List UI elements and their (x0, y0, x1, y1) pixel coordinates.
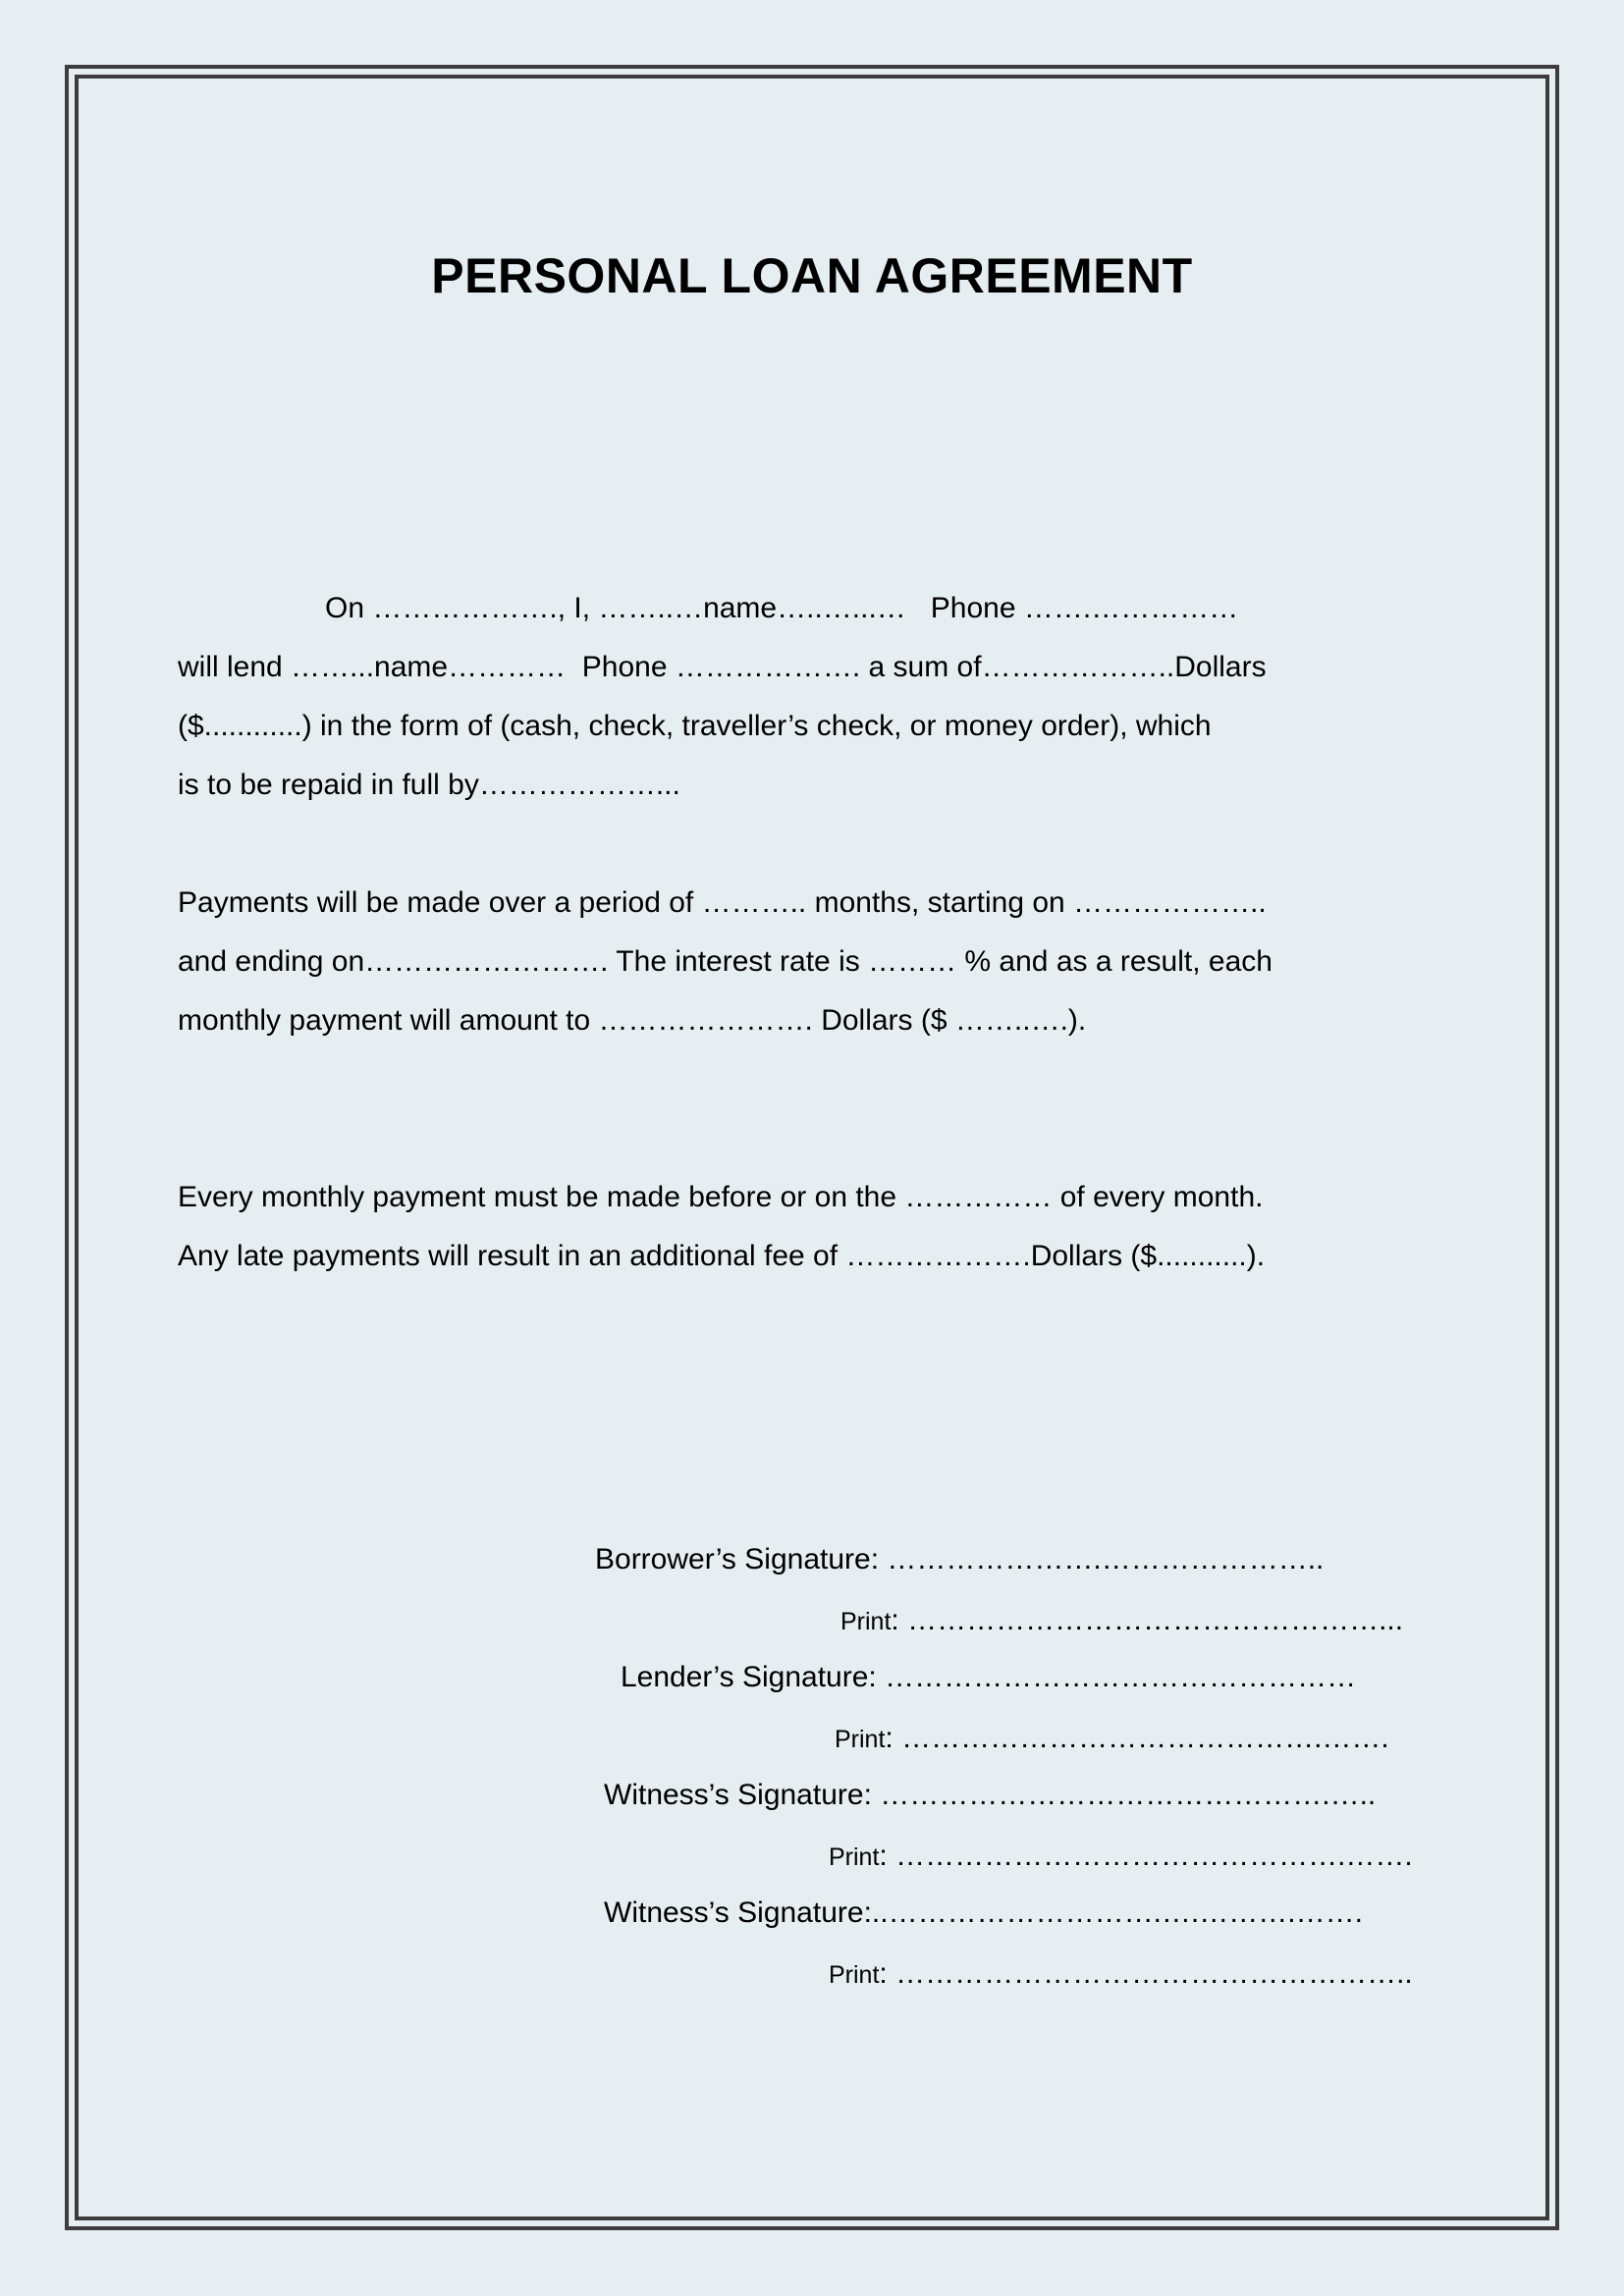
borrower-signature-line: Borrower’s Signature: ………………….………………….. (595, 1543, 1325, 1575)
late-payment-paragraph (178, 1168, 1356, 1286)
document-title: PERSONAL LOAN AGREEMENT (431, 248, 1193, 303)
witness-print-line (829, 1957, 1413, 1991)
paragraph-line: Every monthly payment must be made before or on the …………… of every month. (178, 1181, 1264, 1213)
witness-print-line (829, 1840, 1413, 1873)
witness-signature-line: Witness’s Signature: ……………………………………….….. (604, 1779, 1377, 1811)
print-dots: : …………………………………….……. (885, 1722, 1389, 1754)
borrower-print-line (840, 1604, 1403, 1637)
paragraph-line: and ending on……………………. The interest rate is ……… % and as a result, each (178, 945, 1272, 978)
paragraph-line: ($............) in the form of (cash, check, traveller’s check, or money order), which (178, 710, 1212, 742)
print-dots: : …………………………………………... (891, 1604, 1404, 1636)
print-label: Print (835, 1726, 886, 1753)
paragraph-line: Payments will be made over a period of ……….. months, starting on ……………….. (178, 886, 1267, 919)
paragraph-line: is to be repaid in full by………………... (178, 769, 680, 801)
print-dots: : …………………………………………….. (879, 1957, 1413, 1990)
loan-terms-paragraph (178, 579, 1356, 815)
paragraph-line: Any late payments will result in an additional fee of ……………….Dollars ($...........). (178, 1240, 1266, 1272)
witness-signature-line: Witness’s Signature:..……………………….….……….……. (604, 1896, 1363, 1929)
lender-print-line (835, 1722, 1389, 1755)
print-label: Print (840, 1608, 892, 1635)
print-label: Print (829, 1843, 880, 1871)
paragraph-line: monthly payment will amount to …………………. Dollars ($ ……..….). (178, 1004, 1087, 1037)
print-dots: : ……………………………………….……. (879, 1840, 1413, 1872)
print-label: Print (829, 1961, 880, 1989)
paragraph-line: On ………………., I, ……..…name…..…...… Phone …….…………… (178, 592, 1239, 624)
paragraph-line: will lend ……...name………… Phone ………………. a sum of………………..Dollars (178, 651, 1267, 683)
lender-signature-line: Lender’s Signature: ………………………………………… (621, 1661, 1357, 1693)
payment-schedule-paragraph (178, 874, 1356, 1050)
